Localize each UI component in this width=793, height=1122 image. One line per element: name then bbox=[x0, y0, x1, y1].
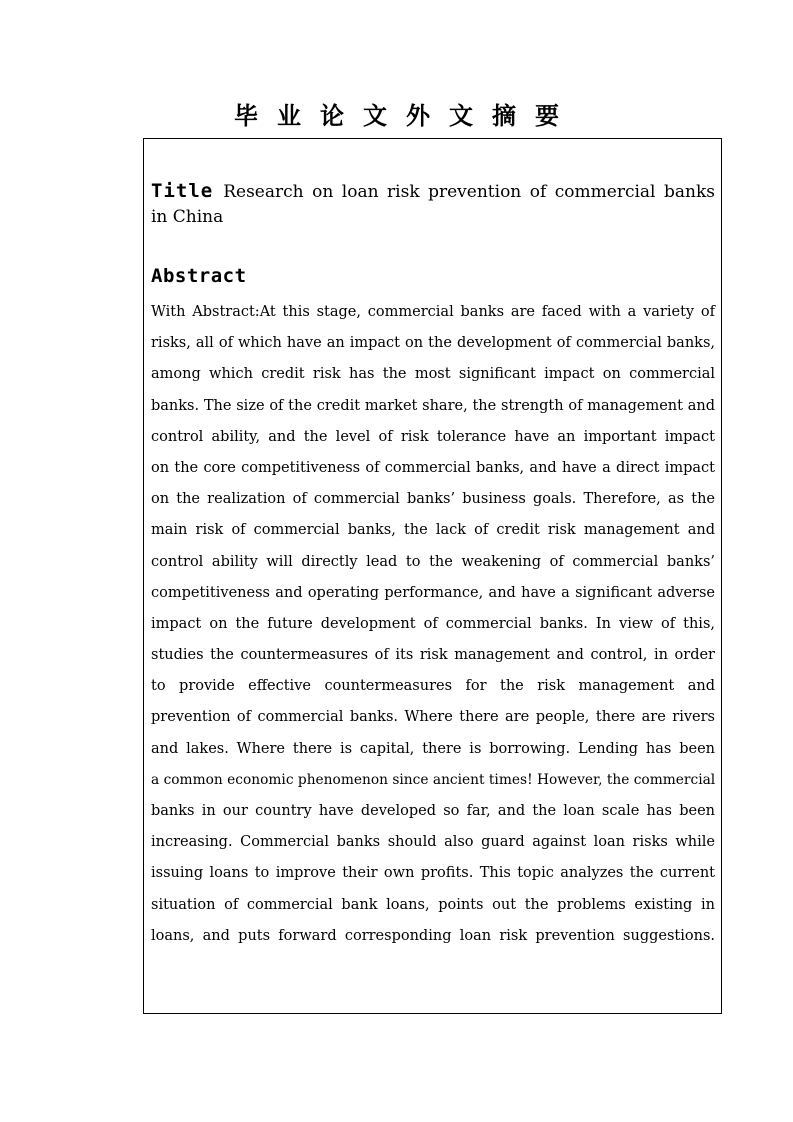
abstract-line: risks, all of which have an impact on the development of commercial banks, bbox=[151, 335, 715, 352]
abstract-line: a common economic phenomenon since ancient times! However, the commercial bbox=[151, 771, 716, 788]
abstract-line: banks in our country have developed so far, and the loan scale has been bbox=[151, 803, 715, 819]
abstract-line: and lakes. Where there is capital, there is borrowing. Lending has been bbox=[151, 740, 715, 757]
abstract-line: on the realization of commercial banks’ business goals. Therefore, as the bbox=[151, 491, 715, 508]
title-label: Title bbox=[151, 180, 214, 202]
abstract-body bbox=[151, 297, 715, 952]
title-block bbox=[151, 179, 715, 230]
abstract-line: control ability, and the level of risk tolerance have an important impact bbox=[151, 428, 715, 445]
abstract-line: increasing. Commercial banks should also guard against loan risks while bbox=[151, 834, 715, 851]
abstract-heading: Abstract bbox=[151, 265, 247, 287]
page-heading: 毕业论文外文摘要 bbox=[234, 102, 578, 130]
abstract-line: main risk of commercial banks, the lack of credit risk management and bbox=[151, 522, 715, 539]
title-text: Research on loan risk prevention of commercial banks in China bbox=[151, 182, 715, 227]
abstract-line: situation of commercial bank loans, points out the problems existing in bbox=[151, 896, 715, 913]
abstract-line: issuing loans to improve their own profits. This topic analyzes the current bbox=[151, 865, 715, 882]
abstract-frame bbox=[143, 138, 722, 1014]
abstract-line: competitiveness and operating performance, and have a significant adverse bbox=[151, 584, 715, 601]
abstract-line: studies the countermeasures of its risk management and control, in order bbox=[151, 647, 715, 664]
abstract-line: With Abstract:At this stage, commercial banks are faced with a variety of bbox=[151, 304, 715, 320]
abstract-line: banks. The size of the credit market share, the strength of management and bbox=[151, 397, 715, 414]
abstract-line: to provide effective countermeasures for the risk management and bbox=[151, 678, 715, 695]
abstract-line: loans, and puts forward corresponding loan risk prevention suggestions. bbox=[151, 927, 715, 944]
abstract-line: among which credit risk has the most significant impact on commercial bbox=[151, 366, 715, 383]
abstract-line: on the core competitiveness of commercial banks, and have a direct impact bbox=[151, 459, 715, 476]
abstract-line: impact on the future development of commercial banks. In view of this, bbox=[151, 615, 715, 632]
abstract-line: prevention of commercial banks. Where there are people, there are rivers bbox=[151, 709, 715, 726]
abstract-line: control ability will directly lead to the weakening of commercial banks’ bbox=[151, 553, 715, 570]
